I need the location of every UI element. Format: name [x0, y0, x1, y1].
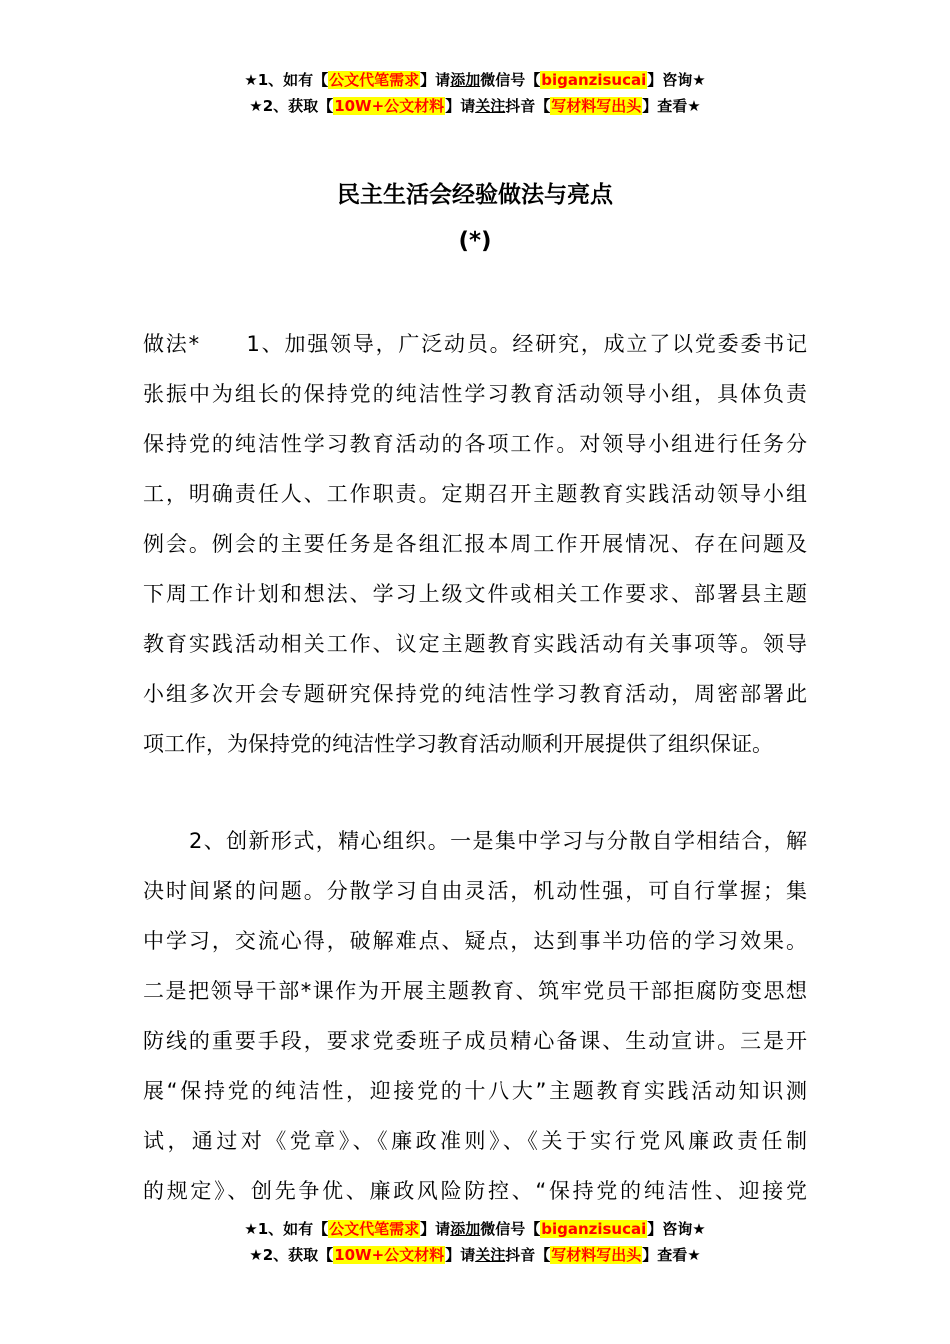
- promo-underline: 添加: [450, 71, 481, 89]
- text-line: 下周工作计划和想法、学习上级文件或相关工作要求、部署县主题: [143, 582, 807, 606]
- promo-douyin-name: 写材料写出头: [551, 1246, 642, 1264]
- footer-promo-banner: [0, 1216, 950, 1268]
- text-line: 例会。例会的主要任务是各组汇报本周工作开展情况、存在问题及: [143, 532, 807, 556]
- paragraph-innovation: [143, 816, 807, 1216]
- text-line: 项工作，为保持党的纯洁性学习教育活动顺利开展提供了组织保证。: [143, 732, 773, 756]
- promo-highlight: 公文代笔需求: [329, 71, 420, 89]
- promo-text: 微信号【: [480, 71, 541, 89]
- promo-text: ★1、如有【: [244, 1220, 329, 1238]
- text-line: 张振中为组长的保持党的纯洁性学习教育活动领导小组，具体负责: [143, 382, 807, 406]
- promo-text: 】请: [420, 1220, 451, 1238]
- promo-text: 抖音【: [505, 1246, 551, 1264]
- text-line: 工，明确责任人、工作职责。定期召开主题教育实践活动领导小组: [143, 482, 807, 506]
- promo-underline: 关注: [475, 97, 506, 115]
- promo-text: ★2、获取【: [249, 1246, 334, 1264]
- text-line: 展“保持党的纯洁性，迎接党的十八大”主题教育实践活动知识测: [143, 1079, 807, 1103]
- text-line-indented: [143, 816, 807, 866]
- promo-text: 】请: [445, 1246, 476, 1264]
- promo-text: 】咨询★: [647, 71, 706, 89]
- text-line: 决时间紧的问题。分散学习自由灵活，机动性强，可自行掌握；集: [143, 879, 807, 903]
- promo-text: 】查看★: [642, 97, 701, 115]
- text-line: 2、创新形式，精心组织。一是集中学习与分散自学相结合，解: [189, 829, 807, 853]
- document-title: 民主生活会经验做法与亮点: [337, 182, 613, 208]
- promo-text: 】查看★: [642, 1246, 701, 1264]
- promo-text: ★2、获取【: [249, 97, 334, 115]
- promo-text: 】咨询★: [647, 1220, 706, 1238]
- promo-highlight: 10W+公文材料: [334, 97, 445, 115]
- promo-underline: 添加: [450, 1220, 481, 1238]
- text-line: 教育实践活动相关工作、议定主题教育实践活动有关事项等。领导: [143, 632, 807, 656]
- paragraph-leadership: [143, 319, 807, 769]
- promo-underline: 关注: [475, 1246, 506, 1264]
- promo-text: 】请: [445, 97, 476, 115]
- promo-douyin-name: 写材料写出头: [551, 97, 642, 115]
- text-line: 做法* 1、加强领导，广泛动员。经研究，成立了以党委委书记: [143, 332, 807, 356]
- text-line: 的规定》、创先争优、廉政风险防控、“保持党的纯洁性、迎接党: [143, 1179, 807, 1203]
- promo-text: 微信号【: [480, 1220, 541, 1238]
- promo-line-1: [0, 1216, 950, 1242]
- promo-highlight: 公文代笔需求: [329, 1220, 420, 1238]
- promo-line-2: [0, 93, 950, 119]
- text-line: 小组多次开会专题研究保持党的纯洁性学习教育活动，周密部署此: [143, 682, 807, 706]
- text-line: 保持党的纯洁性学习教育活动的各项工作。对领导小组进行任务分: [143, 432, 807, 456]
- promo-text: 抖音【: [505, 97, 551, 115]
- promo-text: 】请: [420, 71, 451, 89]
- text-line: 二是把领导干部*课作为开展主题教育、筑牢党员干部拒腐防变思想: [143, 979, 807, 1003]
- text-line: 试，通过对《党章》、《廉政准则》、《关于实行党风廉政责任制: [143, 1129, 807, 1153]
- promo-line-2: [0, 1242, 950, 1268]
- promo-wechat-id: biganzisucai: [541, 1220, 647, 1238]
- promo-wechat-id: biganzisucai: [541, 71, 647, 89]
- promo-highlight: 10W+公文材料: [334, 1246, 445, 1264]
- text-line: 防线的重要手段，要求党委班子成员精心备课、生动宣讲。三是开: [143, 1029, 807, 1053]
- promo-line-1: [0, 67, 950, 93]
- text-line: 中学习，交流心得，破解难点、疑点，达到事半功倍的学习效果。: [143, 929, 807, 953]
- header-promo-banner: [0, 67, 950, 119]
- promo-text: ★1、如有【: [244, 71, 329, 89]
- document-subtitle: (*): [458, 228, 492, 254]
